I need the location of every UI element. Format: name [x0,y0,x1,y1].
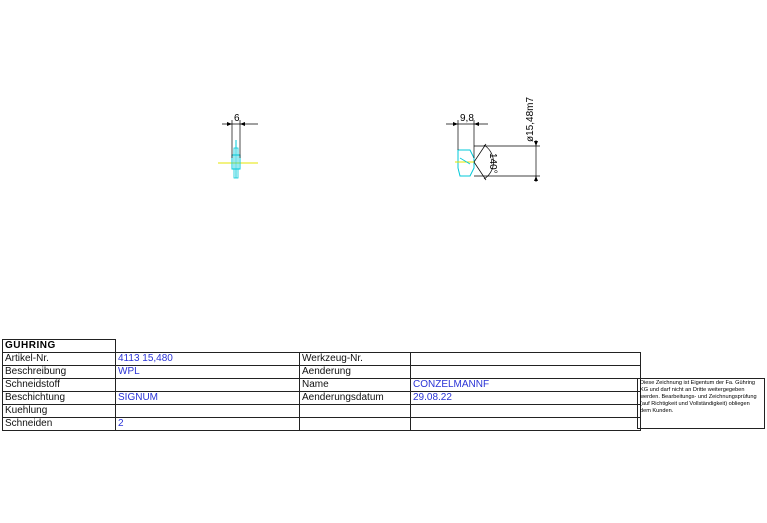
label-empty-1 [300,405,411,418]
left-view [218,113,258,178]
table-row [3,418,641,431]
dim-diameter: ø15,48m7 [525,96,536,142]
value-name: CONZELMANNF [411,379,641,392]
value-beschreibung: WPL [116,366,300,379]
value-aenderung [411,366,641,379]
label-empty-2 [300,418,411,431]
table-row [3,379,641,392]
label-aenderung: Aenderung [300,366,411,379]
label-schneiden: Schneiden [3,418,116,431]
label-beschichtung: Beschichtung [3,392,116,405]
table-row [3,353,641,366]
value-beschichtung: SIGNUM [116,392,300,405]
value-empty-1 [411,405,641,418]
dim-left-width: 6 [234,113,240,124]
value-artikel-nr: 4113 15,480 [116,353,300,366]
label-werkzeug-nr: Werkzeug-Nr. [300,353,411,366]
dim-right-width: 9,8 [460,113,474,124]
table-row [3,392,641,405]
value-empty-2 [411,418,641,431]
label-schneidstoff: Schneidstoff [3,379,116,392]
dim-angle: 140° [487,153,498,174]
table-row [3,405,641,418]
table-row [3,366,641,379]
title-block-table [2,339,641,431]
company-logo: GÜHRING [3,340,116,353]
value-werkzeug-nr [411,353,641,366]
right-view [446,97,540,182]
label-artikel-nr: Artikel-Nr. [3,353,116,366]
value-schneiden: 2 [116,418,300,431]
title-block [2,339,641,431]
label-aenderungsdatum: Aenderungsdatum [300,392,411,405]
value-schneidstoff [116,379,300,392]
label-kuehlung: Kuehlung [3,405,116,418]
label-beschreibung: Beschreibung [3,366,116,379]
label-name: Name [300,379,411,392]
value-kuehlung [116,405,300,418]
value-aenderungsdatum: 29.08.22 [411,392,641,405]
ownership-notice: Diese Zeichnung ist Eigentum der Fa. Gühring KG und darf nicht an Dritte weitergegeben werden. Bearbeitungs- und Zeichnungsprüfung (auf Richtigkeit und Vollständigkeit) obliegen dem Kunden. [637,378,765,429]
